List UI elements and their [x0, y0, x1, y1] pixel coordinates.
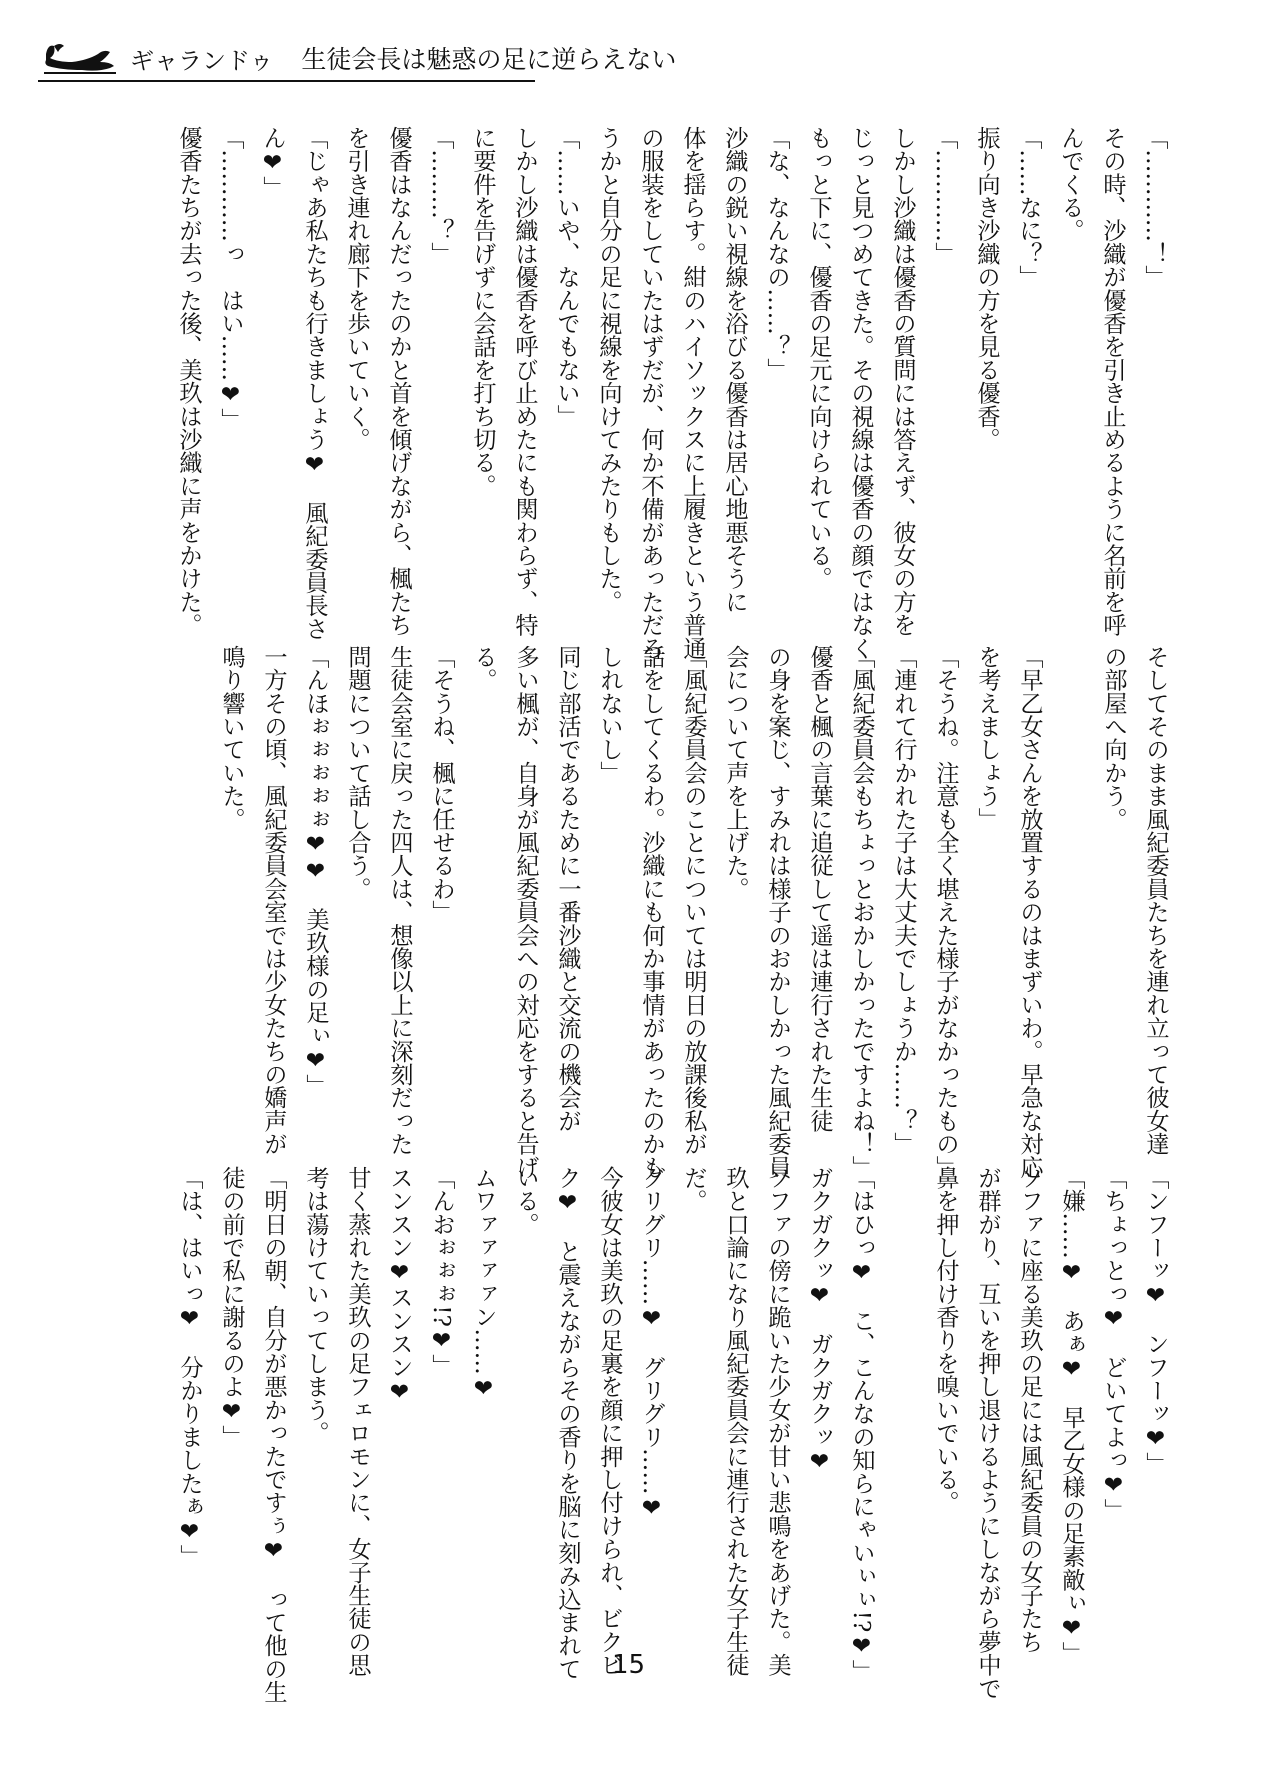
page-number: 15: [612, 1650, 646, 1680]
winged-logo-icon: [38, 40, 118, 76]
brand-label: ギャランドゥ: [130, 46, 274, 75]
text-block-2: そしてそのまま風紀委員たちを連れ立って彼女達 の部屋へ向かう。 「早乙女さんを放置するのはまずいわ。早急な対応 を考えましょう」 「そうね。注意も全く堪えた様子がなかったもの」 「連れて行かれた子は大丈夫でしょうか……？」 「風紀委員会もちょっとおかしかったですよね！」 優香と楓の言葉に追従して遥は連行された生徒 の身を案じ、すみれは様子のおかしかった風紀委員 会について声を上げた。 「風紀委員会のことについては明日の放課後私が 話をしてくるわ。沙織にも何か事情があったのかも しれないし」 同じ部活であるために一番沙織と交流の機会が 多い楓が、自身が風紀委員会への対応をすると告げ る。 「そうね、楓に任せるわ」 生徒会室に戻った四人は、想像以上に深刻だった 問題について話し合う。 「んほぉぉぉぉぉ❤❤ 美玖様の足ぃ❤」 一方その頃、風紀委員会室では少女たちの嬌声が 鳴り響いていた。: [218, 645, 1169, 1179]
text-block-1: 「…………！」 その時、沙織が優香を引き止めるように名前を呼 んでくる。 「……なに？」 振り向き沙織の方を見る優香。 「…………」 しかし沙織は優香の質問には答えず、彼女の方を じっと見つめてきた。その視線は優香の顔ではなく もっと下に、優香の足元に向けられている。 「な、なんなの……？」 沙織の鋭い視線を浴びる優香は居心地悪そうに 体を揺らす。紺のハイソックスに上履きという普通 の服装をしていたはずだが、何か不備があっただろ うかと自分の足に視線を向けてみたりもした。 「……いや、なんでもない」 しかし沙織は優香を呼び止めたにも関わらず、特 に要件を告げずに会話を打ち切る。 「………？」 優香はなんだったのかと首を傾げながら、楓たち を引き連れ廊下を歩いていく。 「じゃあ私たちも行きましょう❤ 風紀委員長さ ん❤」 「…………っ はい……❤」 優香たちが去った後、美玖は沙織に声をかけた。: [175, 126, 1168, 660]
text-block-3: 「ンフーッ❤ ンフーッ❤」 「ちょっとっ❤ どいてよっ❤」 「嫌……❤ あぁ❤ 早乙女様の足素敵ぃ❤」 ソファに座る美玖の足には風紀委員の女子たち が群がり、互いを押し退けるようにしながら夢中で 鼻を押し付け香りを嗅いでいる。 「はひっ❤ こ、こんなの知らにゃいぃぃ!?❤」 ガクガクッ❤ ガクガクッ❤ ソファの傍に跪いた少女が甘い悲鳴をあげた。美 玖と口論になり風紀委員会に連行された女子生徒 だ。 グリグリ……❤ グリグリ……❤ 今彼女は美玖の足裏を顔に押し付けられ、ビクビ ク❤ と震えながらその香りを脳に刻み込まれて いる。 ムワァァァァン……❤ 「んおぉぉぉ!?❤」 スンスン❤スンスン❤ 甘く蒸れた美玖の足フェロモンに、女子生徒の思 考は蕩けていってしまう。 「明日の朝、自分が悪かったですぅ❤ って他の生 徒の前で私に謝るのよ❤」 「は、はいっ❤ 分かりましたぁ❤」: [176, 1166, 1169, 1704]
header-rule: [38, 80, 535, 82]
running-header: [38, 38, 676, 78]
book-title: 生徒会長は魅惑の足に逆らえない: [301, 45, 677, 74]
